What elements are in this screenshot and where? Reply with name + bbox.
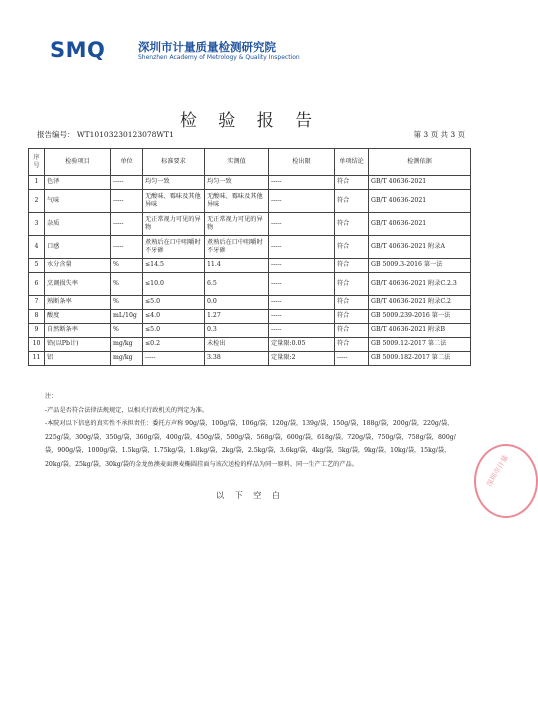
cell-basis: GB/T 40636-2021	[369, 176, 471, 190]
cell-basis: GB 5009.182-2017 第二法	[369, 352, 471, 366]
cell-unit: %	[111, 324, 143, 338]
note-item: -产品是否符合法律法规规定，以相关行政机关的判定为准。	[45, 406, 208, 414]
header-measured: 实测值	[205, 149, 269, 176]
cell-measured: 煮熟后在口中咀嚼时不牙碜	[205, 236, 269, 259]
cell-unit: -----	[111, 213, 143, 236]
cell-requirement: ≤14.5	[143, 259, 205, 273]
cell-requirement: ≤0.2	[143, 338, 205, 352]
cell-requirement: -----	[143, 352, 205, 366]
cell-detection-limit: -----	[269, 296, 335, 310]
table-row	[29, 324, 471, 338]
cell-conclusion: 符合	[335, 273, 369, 296]
cell-conclusion: 符合	[335, 338, 369, 352]
header-item: 检验项目	[45, 149, 111, 176]
cell-measured: 均匀一致	[205, 176, 269, 190]
cell-basis: GB/T 40636-2021 附录C.2	[369, 296, 471, 310]
cell-item: 水分含量	[45, 259, 111, 273]
cell-conclusion: 符合	[335, 190, 369, 213]
cell-detection-limit: -----	[269, 236, 335, 259]
cell-detection-limit: -----	[269, 324, 335, 338]
header-unit: 单位	[111, 149, 143, 176]
cell-conclusion: 符合	[335, 296, 369, 310]
cell-detection-limit: 定量限:2	[269, 352, 335, 366]
cell-requirement: 无正常视力可见的异物	[143, 213, 205, 236]
cell-item: 酸度	[45, 310, 111, 324]
cell-requirement: 煮熟后在口中咀嚼时不牙碜	[143, 236, 205, 259]
cell-no: 8	[29, 310, 45, 324]
cell-conclusion: 符合	[335, 310, 369, 324]
cell-conclusion: 符合	[335, 236, 369, 259]
cell-no: 11	[29, 352, 45, 366]
cell-requirement: ≤10.0	[143, 273, 205, 296]
cell-no: 10	[29, 338, 45, 352]
logo-mark: SMQ	[50, 38, 106, 62]
cell-requirement: 无酸味、霉味及其他异味	[143, 190, 205, 213]
header-no: 序号	[29, 149, 45, 176]
table-row	[29, 213, 471, 236]
cell-basis: GB/T 40636-2021 附录C.2.3	[369, 273, 471, 296]
cell-basis: GB/T 40636-2021 附录A	[369, 236, 471, 259]
cell-measured: 未检出	[205, 338, 269, 352]
cell-basis: GB 5009.239-2016 第一法	[369, 310, 471, 324]
cell-measured: 1.27	[205, 310, 269, 324]
cell-detection-limit: 定量限:0.05	[269, 338, 335, 352]
cell-item: 烹调损失率	[45, 273, 111, 296]
report-number-value: WT10103230123078WT1	[76, 130, 174, 139]
cell-item: 口感	[45, 236, 111, 259]
table-header-row	[29, 149, 471, 176]
cell-item: 气味	[45, 190, 111, 213]
notes-title: 注：	[45, 393, 58, 400]
cell-no: 9	[29, 324, 45, 338]
cell-unit: %	[111, 259, 143, 273]
cell-basis: GB 5009.3-2016 第一法	[369, 259, 471, 273]
cell-unit: mg/kg	[111, 352, 143, 366]
header-conclusion: 单项结论	[335, 149, 369, 176]
cell-detection-limit: -----	[269, 310, 335, 324]
report-title: 检 验 报 告	[179, 111, 321, 131]
table-row	[29, 259, 471, 273]
cell-detection-limit: -----	[269, 259, 335, 273]
cell-measured: 3.38	[205, 352, 269, 366]
table-row	[29, 236, 471, 259]
table-row	[29, 310, 471, 324]
cell-basis: GB/T 40636-2021	[369, 190, 471, 213]
cell-measured: 0.3	[205, 324, 269, 338]
header-requirement: 标准要求	[143, 149, 205, 176]
cell-requirement: ≤4.0	[143, 310, 205, 324]
cell-detection-limit: -----	[269, 213, 335, 236]
cell-conclusion: 符合	[335, 176, 369, 190]
table-row	[29, 338, 471, 352]
cell-basis: GB/T 40636-2021	[369, 213, 471, 236]
page-info: 第 3 页 共 3 页	[413, 130, 465, 139]
table-row	[29, 176, 471, 190]
cell-no: 4	[29, 236, 45, 259]
cell-conclusion: 符合	[335, 213, 369, 236]
header-basis: 检测依据	[369, 149, 471, 176]
header-detection-limit: 检出限	[269, 149, 335, 176]
cell-item: 熟断条率	[45, 296, 111, 310]
cell-item: 铅(以Pb计)	[45, 338, 111, 352]
official-seal	[474, 444, 538, 518]
cell-conclusion: 符合	[335, 259, 369, 273]
cell-requirement: ≤5.0	[143, 296, 205, 310]
cell-conclusion: -----	[335, 352, 369, 366]
seal-text: 深圳市计量	[485, 453, 510, 489]
cell-no: 5	[29, 259, 45, 273]
cell-unit: %	[111, 296, 143, 310]
cell-measured: 0.0	[205, 296, 269, 310]
cell-no: 1	[29, 176, 45, 190]
cell-no: 2	[29, 190, 45, 213]
report-number	[37, 129, 174, 140]
table-row	[29, 190, 471, 213]
cell-measured: 11.4	[205, 259, 269, 273]
notes-section	[45, 390, 460, 471]
logo-english-name: Shenzhen Academy of Metrology & Quality Inspection	[138, 54, 300, 61]
cell-detection-limit: -----	[269, 190, 335, 213]
cell-no: 6	[29, 273, 45, 296]
cell-item: 色泽	[45, 176, 111, 190]
cell-item: 杂质	[45, 213, 111, 236]
note-item: -本院对以下信息的真实性不承担责任：委托方声称 90g/袋，100g/袋，106g/袋，120g/袋，139g/袋，150g/袋，188g/袋，200g/袋，220g/袋，225g/袋，300g/袋，350g/袋，360g/袋，400g/袋，450g/袋，500g/袋，568g/袋，600g/袋，618g/袋，720g/袋，750g/袋，758g/袋，800g/袋，900g/袋，1000g/袋，1.5kg/袋，1.75kg/袋，1.8kg/袋，2kg/袋，2.5kg/袋，3.6kg/袋，4kg/袋，5kg/袋，9kg/袋，10kg/袋，15kg/袋，20kg/袋，25kg/袋，30kg/袋的金龙鱼澳麦面澳麦椭圆挂面与该次送检的样品为同一原料、同一生产工艺的产品。	[45, 420, 456, 468]
logo-chinese-name: 深圳市计量质量检测研究院	[138, 40, 276, 54]
table-row	[29, 296, 471, 310]
cell-item: 自然断条率	[45, 324, 111, 338]
cell-no: 3	[29, 213, 45, 236]
cell-requirement: 均匀一致	[143, 176, 205, 190]
table-row	[29, 352, 471, 366]
report-number-label: 报告编号：	[37, 130, 75, 139]
cell-requirement: ≤5.0	[143, 324, 205, 338]
cell-conclusion: 符合	[335, 324, 369, 338]
cell-measured: 6.5	[205, 273, 269, 296]
cell-unit: mg/kg	[111, 338, 143, 352]
cell-detection-limit: -----	[269, 176, 335, 190]
cell-no: 7	[29, 296, 45, 310]
end-of-report-text: 以 下 空 白	[216, 491, 284, 500]
inspection-results-table	[28, 148, 471, 366]
cell-measured: 无正常视力可见的异物	[205, 213, 269, 236]
cell-unit: -----	[111, 236, 143, 259]
cell-measured: 无酸味、霉味及其他异味	[205, 190, 269, 213]
cell-basis: GB/T 40636-2021 附录B	[369, 324, 471, 338]
cell-unit: -----	[111, 176, 143, 190]
institute-logo	[50, 38, 300, 66]
cell-item: 铝	[45, 352, 111, 366]
cell-basis: GB 5009.12-2017 第二法	[369, 338, 471, 352]
table-row	[29, 273, 471, 296]
cell-unit: %	[111, 273, 143, 296]
cell-unit: mL/10g	[111, 310, 143, 324]
cell-detection-limit: -----	[269, 273, 335, 296]
cell-unit: -----	[111, 190, 143, 213]
